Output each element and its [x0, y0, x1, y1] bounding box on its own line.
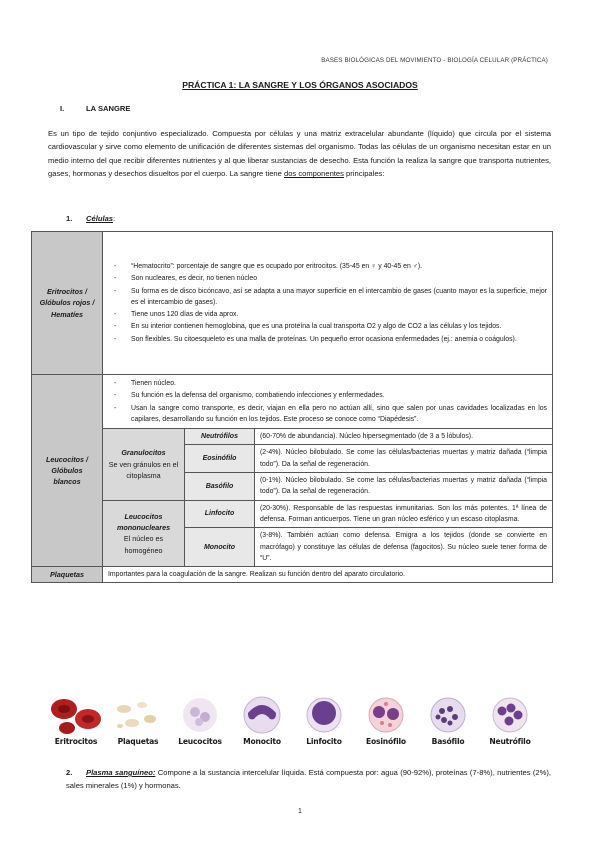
leukocytes-icon [172, 695, 228, 735]
intro-text-end: principales: [343, 169, 385, 179]
granulocytes-head [103, 429, 185, 500]
neutrophil-figure [482, 695, 538, 746]
lymphocyte-desc: (20-30%). Responsable de las respuestas inmunitarias. Son los más potentes. 1ª línea de defensa. Forman anticuerpos. Tiene un gran núcleo esférico y un escaso citoplasma. [255, 500, 553, 528]
page-number: 1 [298, 808, 302, 815]
platelets-figure [110, 695, 166, 746]
section-title: LA SANGRE [86, 104, 131, 113]
blood-cells-illustration [48, 695, 558, 755]
platelets-head: Plaquetas [32, 567, 103, 583]
erythrocytes-list [108, 261, 547, 345]
erythrocytes-figure [48, 695, 104, 746]
table-row-erythrocytes [32, 232, 553, 375]
basophil-name: Basófilo [185, 473, 255, 501]
caption-eosinophil: Eosinófilo [366, 737, 406, 746]
item-label: Células [86, 214, 114, 223]
list-item: - Tiene unos 120 días de vida aprox. [108, 309, 547, 320]
leukocytes-list [108, 378, 547, 425]
plasma-label: Plasma sanguíneo: [86, 768, 156, 777]
table-row-lymphocyte [32, 500, 553, 528]
caption-basophil: Basófilo [431, 737, 465, 746]
table-row-neutrophil [32, 429, 553, 445]
neutrophil-name: Neutrófilos [185, 429, 255, 445]
granulocytes-title: Granulocitos [121, 448, 166, 458]
intro-underlined: dos componentes [283, 169, 344, 179]
caption-monocyte: Monocito [243, 737, 281, 746]
table-row-platelets [32, 567, 553, 583]
caption-lymphocyte: Linfocito [306, 737, 342, 746]
caption-neutrophil: Neutrófilo [489, 737, 531, 746]
list-item: - Son flexibles. Su citoesqueleto es una malla de proteínas. Un pequeño error ocasiona enfermedades (ej.: anemia o coágulos). [108, 334, 547, 345]
monocyte-icon [234, 695, 290, 735]
basophil-figure [420, 695, 476, 746]
caption-leukocytes: Leucocitos [178, 737, 222, 746]
eosinophil-name: Eosinófilo [185, 445, 255, 473]
page-title: PRÁCTICA 1: LA SANGRE Y LOS ÓRGANOS ASOCIADOS [182, 80, 418, 90]
platelets-icon [110, 695, 166, 735]
eosinophil-desc: (2-4%). Núcleo bilobulado. Se come las células/bacterias muertas y matriz dañada (“limpia todo”). Da la señal de regeneración. [255, 445, 553, 473]
list-item: - Usan la sangre como transporte, es decir, viajan en ella pero no actúan allí, sino que salen por unas cavidades localizadas en los capilares, desarrollando su función en los tejidos. Este proceso se conoce como “Diapédesis”. [108, 403, 547, 426]
running-header: BASES BIOLÓGICAS DEL MOVIMIENTO - BIOLOGÍA CELULAR (PRÁCTICA) [321, 57, 548, 64]
plasma-paragraph [66, 766, 551, 793]
platelets-desc: Importantes para la coagulación de la sangre. Realizan su función dentro del aparato circulatorio. [103, 567, 553, 583]
mononuclear-note: El núcleo es homogéneo [123, 534, 164, 555]
section-number: I. [60, 104, 65, 113]
item-suffix: : [113, 214, 116, 223]
leukocytes-figure [172, 695, 228, 746]
eosinophil-icon [358, 695, 414, 735]
item-cells-heading [66, 214, 115, 223]
monocyte-desc: (3-8%). También actúan como defensa. Emigra a los tejidos (donde se convierte en macrófago) y constituye las células de defensa (fagocitos). Su núcleo suele tener forma de “U”. [255, 528, 553, 567]
plasma-text: Compone a la sustancia intercelular líquida. Está compuesta por: agua (90-92%), proteínas (7-8%), nutrientes (2%), sales minerales (1%) y hormonas. [66, 768, 551, 791]
leukocytes-body [103, 375, 553, 429]
monocyte-figure [234, 695, 290, 746]
item-number: 2. [66, 768, 73, 777]
lymphocyte-icon [296, 695, 352, 735]
mononuclear-head [103, 500, 185, 566]
list-item: - Su forma es de disco bicóncavo, así se adapta a una mayor superficie en el intercambio de gases (cuanto mayor es la superficie, mejor es el intercambio de gases). [108, 286, 547, 309]
list-item: - Son nucleares, es decir, no tienen núcleo [108, 273, 547, 284]
basophil-icon [420, 695, 476, 735]
lymphocyte-name: Linfocito [185, 500, 255, 528]
item-number: 1. [66, 214, 73, 223]
granulocytes-note: Se ven gránulos en el citoplasma [108, 459, 179, 481]
list-item: - Su función es la defensa del organismo, combatiendo infecciones y enfermedades. [108, 390, 547, 401]
table-row-leukocytes [32, 375, 553, 429]
neutrophil-desc: (60-70% de abundancia). Núcleo hipersegmentado (de 3 a 5 lóbulos). [255, 429, 553, 445]
caption-erythrocytes: Eritrocitos [54, 737, 98, 746]
erythrocytes-head: Eritrocitos / Glóbulos rojos / Hematíes [32, 232, 103, 375]
list-item: - Tienen núcleo. [108, 378, 547, 389]
section-heading [60, 104, 130, 113]
eosinophil-figure [358, 695, 414, 746]
list-item: - En su interior contienen hemoglobina, que es una proteína la cual transporta O2 y algo de CO2 a las células y los tejidos. [108, 321, 547, 332]
erythrocytes-body [103, 232, 553, 375]
erythrocytes-icon [48, 695, 104, 735]
mononuclear-title: Leucocitos mononucleares [116, 511, 171, 533]
neutrophil-icon [482, 695, 538, 735]
caption-platelets: Plaquetas [117, 737, 159, 746]
intro-paragraph [48, 127, 551, 181]
intro-text: Es un tipo de tejido conjuntivo especializado. Compuesta por células y una matriz extracelular abundante (líquido) que circula por el sistema cardiovascular y sirve como elemento de unificación de diferentes sistemas del organismo. Todas las células de un organismo necesitan estar en un medio interno del que recibir diferentes nutrientes y al que liberar sustancias de desecho. Esta función la realiza la sangre que transporta nutrientes, gases, hormonas y desechos disueltos por el cuerpo. La sangre tiene [48, 129, 551, 179]
basophil-desc: (0-1%). Núcleo bilobulado. Se come las células/bacterias muertas y matriz dañada (“limpia todo”). Da la señal de regeneración. [255, 473, 553, 501]
leukocytes-head: Leucocitos / Glóbulos blancos [32, 375, 103, 567]
lymphocyte-figure [296, 695, 352, 746]
list-item: - “Hematocrito”: porcentaje de sangre que es ocupado por eritrocitos. (35-45 en ♀ y 40-45 en ♂). [108, 261, 547, 272]
monocyte-name: Monocito [185, 528, 255, 567]
blood-cells-table [31, 231, 553, 583]
